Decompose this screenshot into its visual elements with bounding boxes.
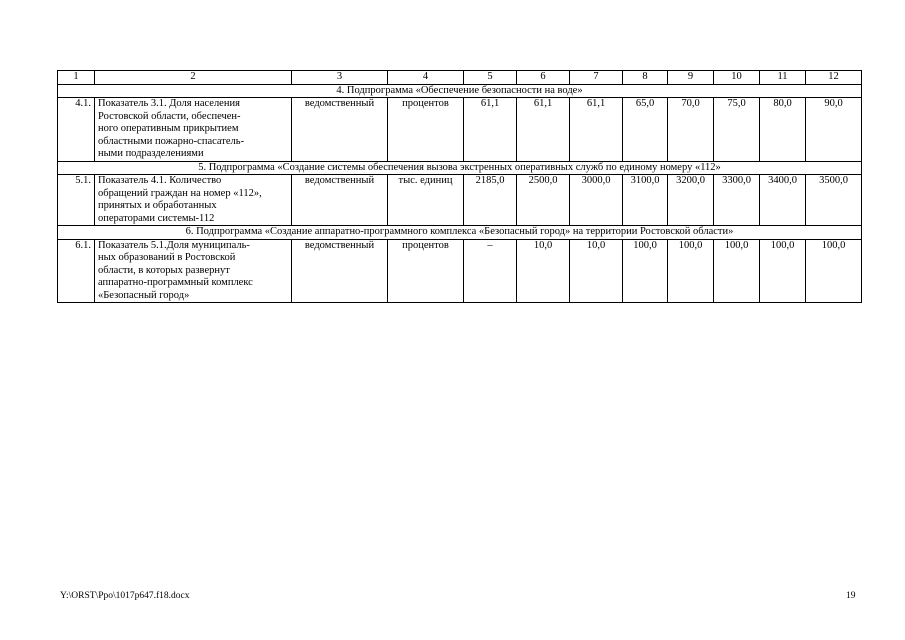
indicator-line: ными подразделениями	[98, 148, 204, 159]
indicator-line: принятых и обработанных	[98, 200, 217, 211]
value-cell: 10,0	[517, 239, 570, 303]
value-cell: 90,0	[806, 98, 862, 162]
header-cell: 12	[806, 71, 862, 85]
value-cell: 100,0	[714, 239, 760, 303]
subprogram-title: 6. Подпрограмма «Создание аппаратно-программного комплекса «Безопасный город» на территории Ростовской области»	[58, 226, 862, 240]
indicator-unit: процентов	[388, 239, 464, 303]
value-cell: 3300,0	[714, 175, 760, 226]
value-cell: 3400,0	[760, 175, 806, 226]
value-cell: 100,0	[806, 239, 862, 303]
indicator-line: ных образований в Ростовской	[98, 252, 236, 263]
subprogram-row	[58, 226, 862, 240]
value-cell: 3000,0	[570, 175, 623, 226]
value-cell: 61,1	[570, 98, 623, 162]
value-cell: 2185,0	[464, 175, 517, 226]
indicator-line: Показатель 5.1.Доля муниципаль-	[98, 239, 250, 251]
value-cell: 3500,0	[806, 175, 862, 226]
value-cell: 70,0	[668, 98, 714, 162]
header-cell: 11	[760, 71, 806, 85]
indicator-line: «Безопасный город»	[98, 289, 190, 301]
table-row	[58, 98, 862, 162]
value-cell: 75,0	[714, 98, 760, 162]
header-cell: 10	[714, 71, 760, 85]
header-cell: 4	[388, 71, 464, 85]
file-path: Y:\ORST\Ppo\1017p647.f18.docx	[60, 591, 190, 601]
header-cell: 7	[570, 71, 623, 85]
value-cell: 3200,0	[668, 175, 714, 226]
header-cell: 2	[95, 71, 292, 85]
subprogram-title: 4. Подпрограмма «Обеспечение безопасности на воде»	[58, 84, 862, 98]
row-number: 6.1.	[58, 239, 95, 303]
header-cell: 6	[517, 71, 570, 85]
value-cell: 3100,0	[623, 175, 668, 226]
header-cell: 9	[668, 71, 714, 85]
indicator-line: операторами системы-112	[98, 212, 215, 224]
indicator-line: аппаратно-программный комплекс	[98, 277, 253, 288]
header-row	[58, 71, 862, 85]
subprogram-row	[58, 161, 862, 175]
indicator-line: области, в которых развернут	[98, 264, 230, 276]
header-cell: 5	[464, 71, 517, 85]
value-cell: 61,1	[464, 98, 517, 162]
indicator-name	[95, 239, 292, 303]
indicator-name	[95, 98, 292, 162]
table-row	[58, 175, 862, 226]
indicator-unit: тыс. единиц	[388, 175, 464, 226]
value-cell: 100,0	[668, 239, 714, 303]
indicator-type: ведомственный	[292, 175, 388, 226]
indicator-name	[95, 175, 292, 226]
row-number: 4.1.	[58, 98, 95, 162]
header-cell: 3	[292, 71, 388, 85]
subprogram-row	[58, 84, 862, 98]
indicators-table	[57, 70, 862, 303]
indicator-unit: процентов	[388, 98, 464, 162]
value-cell: 10,0	[570, 239, 623, 303]
indicator-line: Показатель 4.1. Количество	[98, 175, 222, 186]
page-number: 19	[846, 591, 856, 601]
row-number: 5.1.	[58, 175, 95, 226]
indicator-line: Ростовской области, обеспечен-	[98, 110, 241, 122]
value-cell: 2500,0	[517, 175, 570, 226]
value-cell: 100,0	[623, 239, 668, 303]
header-cell: 1	[58, 71, 95, 85]
value-cell: –	[464, 239, 517, 303]
indicator-line: Показатель 3.1. Доля населения	[98, 98, 240, 109]
indicator-type: ведомственный	[292, 239, 388, 303]
value-cell: 80,0	[760, 98, 806, 162]
subprogram-title: 5. Подпрограмма «Создание системы обеспечения вызова экстренных оперативных служб по единому номеру «112»	[58, 161, 862, 175]
value-cell: 61,1	[517, 98, 570, 162]
indicator-line: обращений граждан на номер «112»,	[98, 187, 262, 199]
indicator-type: ведомственный	[292, 98, 388, 162]
value-cell: 65,0	[623, 98, 668, 162]
table-row	[58, 239, 862, 303]
indicator-line: ного оперативным прикрытием	[98, 123, 239, 134]
value-cell: 100,0	[760, 239, 806, 303]
header-cell: 8	[623, 71, 668, 85]
indicator-line: областными пожарно-спасатель-	[98, 135, 245, 147]
